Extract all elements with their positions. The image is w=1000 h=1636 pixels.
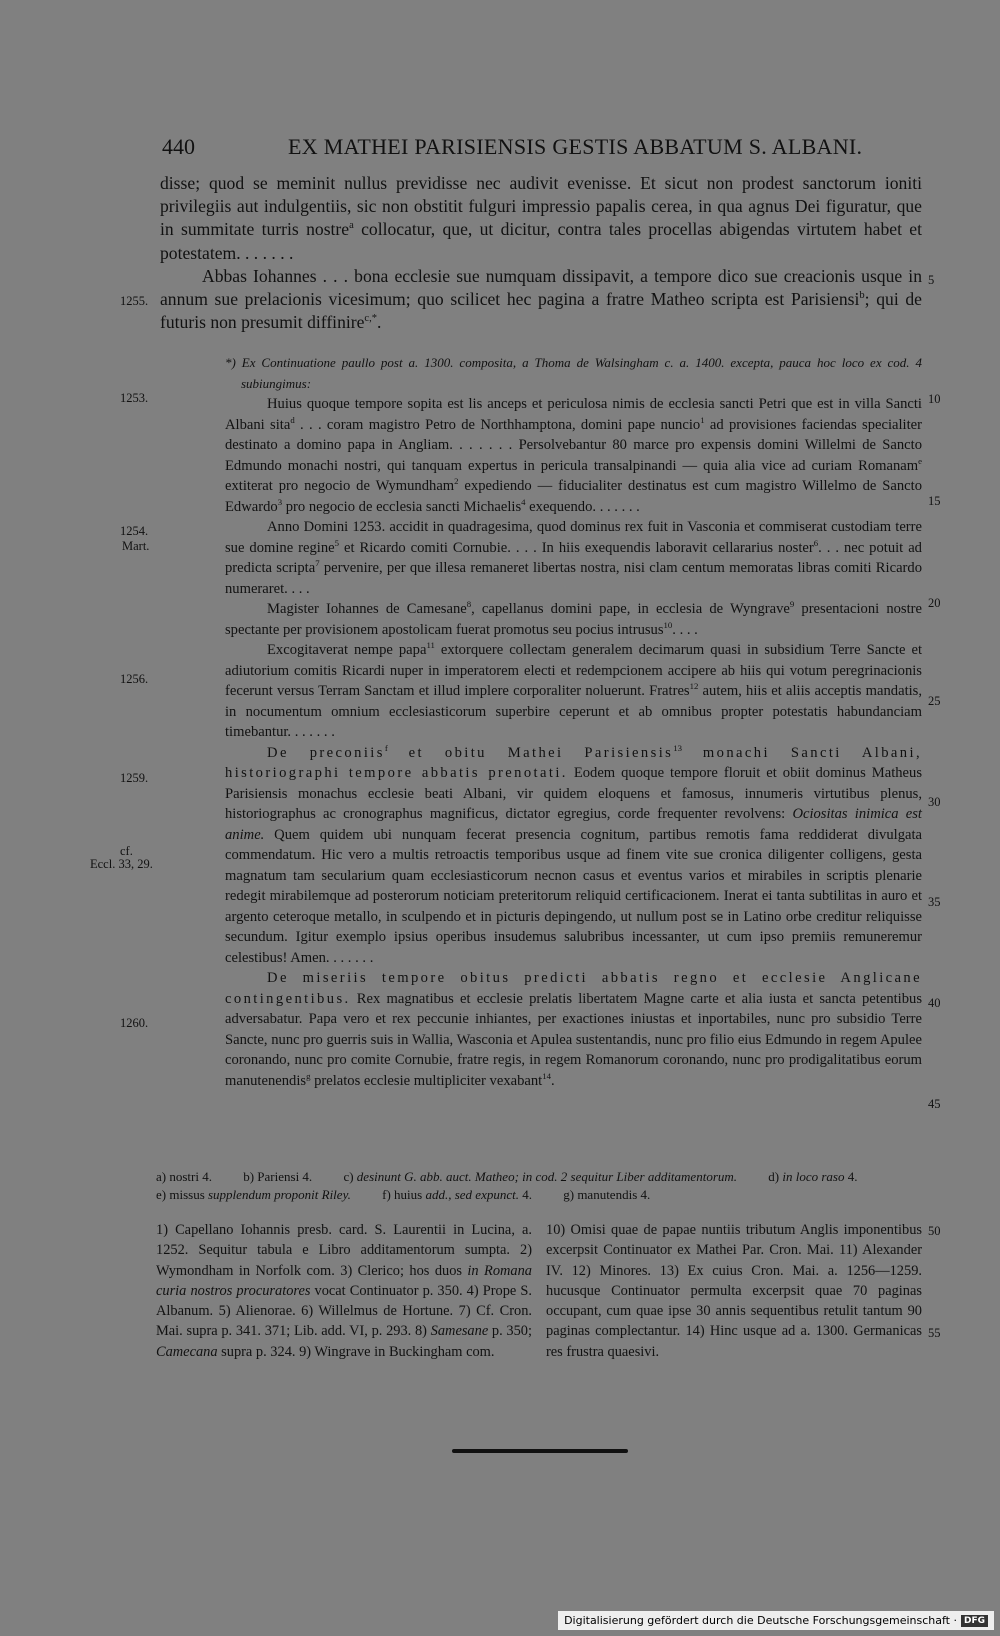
banner-text: Digitalisierung gefördert durch die Deutsche Forschungsgemeinschaft · — [564, 1614, 957, 1627]
continuation-text — [225, 353, 922, 1091]
margin-year-1260: 1260. — [120, 1016, 149, 1030]
margin-eccl-ref: Eccl. 33, 29. — [90, 857, 153, 871]
continuation-paragraph: Anno Domini 1253. accidit in quadragesima, quod dominus rex fuit in Vasconia et commiserat custodiam terre sue domine regine$^5$ et Ricardo comiti Cornubie. . . . In hiis exequendis laboravit cellararius noster$^6$. . . nec potuit ad predicta scripta$^7$ pervenire, per que illesa remaneret libertas nostra, nisi clam centum memoratas libras comiti Ricardo numeraret. . . . — [225, 519, 922, 597]
critical-apparatus — [156, 1168, 922, 1204]
line-number: 25 — [928, 694, 941, 708]
critical-note: e) missus supplendum proponit Riley. — [156, 1187, 351, 1202]
continuation-paragraph: De preconiis$^f$ et obitu Mathei Parisiensis$^{13}$ monachi Sancti Albani, historiographi tempore abbatis prenotati. Eodem quoque tempore floruit et obiit dominus Matheus Parisiensis monachus ecclesie beati Albani, vir quidem eloquens et famosus, innumeris virtutibus plenus, historiographus ac cronographus magnificus, dictator egregius, corde frequenter revolvens: Ociositas inimica est anime. Quem quidem ubi nunquam fecerat presencia cognitum, partibus remotis fama reddiderat divulgata commendatum. Hic vero a multis retroactis temporibus usque ad finem vite sue cronica diligenter colligens, gesta magnatum tam secularium quam ecclesiasticorum necnon casus et eventus varios et mirabiles in scriptis plenarie redegit mirabilemque ad posterorum noticiam preteritorum reliquid certificacionem. Inerat ei tanta subtilitas in auro et argento ceteroque metallo, in sculpendo et in picturis depingendo, ut nullum post se in Latino orbe creditur reliquisse secundum. Igitur exemplo ipsius operibus insudemus salubribus incessanter, ut cum ipso premiis remuneremur celestibus! Amen. . . . . . . — [225, 742, 923, 966]
critical-note: b) Pariensi 4. — [243, 1169, 313, 1184]
continuation-paragraph: De miseriis tempore obitus predicti abbatis regno et ecclesie Anglicane contingentibus. Rex magnatibus et ecclesie prelatis libertatem Magne carte et alia iusta et sancta petentibus adversabatur. Papa vero et rex peccunie inhiantes, per exactiones iniustas et inportabiles, nunc pro subsidio Terre Sancte, nunc pro guerris suis in Wallia, Wasconia et Apulea sustentandis, nunc pro filio eius Edmundo in regem Apulee coronando, nunc pro comite Cornubie, fratre regis, in regem Romanorum coronando, nunc pro prodigalitatibus eorum manutenendis$^g$ prelatos ecclesie multipliciter vexabant$^{14}$. — [225, 970, 922, 1089]
line-number: 5 — [928, 273, 935, 287]
main-paragraph-2: Abbas Iohannes . . . bona ecclesie sue numquam dissipavit, a tempore dico sue creacionis usque in annum sue prelacionis vicesimum; quo scilicet hec pagina a fratre Matheo scripta est Parisiensi$^b$; qui de futuris non presumit diffinire$^{c,*}$. — [160, 265, 922, 333]
line-number: 35 — [928, 895, 941, 909]
margin-year-1254: 1254. — [120, 524, 149, 538]
critical-note: f) huius add., sed expunct. 4. — [382, 1187, 532, 1202]
margin-month-mart: Mart. — [122, 539, 150, 553]
line-number: 45 — [928, 1097, 941, 1111]
footnotes-left-column: 1) Capellano Iohannis presb. card. S. Laurentii in Lucina, a. 1252. Sequitur tabula e Libro additamentorum sumpta. 2) Wymondham in Norfolk com. 3) Clerico; hos duos in Romana curia nostros procuratores vocat Continuator p. 350. 4) Prope S. Albanum. 5) Alienorae. 6) Willelmus de Hortune. 7) Cf. Cron. Mai. supra p. 341. 371; Lib. add. VI, p. 293. 8) Samesane p. 350; Camecana supra p. 324. 9) Wingrave in Buckingham com. — [156, 1222, 532, 1360]
end-rule — [452, 1449, 628, 1453]
line-number: 10 — [928, 392, 941, 406]
funding-banner — [558, 1611, 994, 1630]
margin-year-1255: 1255. — [120, 294, 149, 308]
line-number: 15 — [928, 494, 941, 508]
critical-note: d) in loco raso 4. — [768, 1169, 858, 1184]
main-paragraph-1: disse; quod se meminit nullus previdisse nec audivit evenisse. Et sicut non prodest sanctorum ioniti privilegiis aut indulgentiis, sic non obstitit fulguri impressio papalis cerea, in qua agnus Dei figuratur, que in summitate turris nostre$^a$ collocatur, que, ut dicitur, contra tales procellas abigendas virtutem habet et potestatem. . . . . . . — [160, 173, 923, 263]
footnotes-right-column: 10) Omisi quae de papae nuntiis tributum Anglis imponentibus excerpsit Continuator ex Mathei Par. Cron. Mai. 11) Alexander IV. 12) Minores. 13) Ex cuius Cron. Mai. a. 1256—1259. hucusque Continuator permulta excerpsit quae 70 paginas occupant, cum quae ipse 30 annis sequentibus retulit tantum 90 paginas complectantur. 14) Hinc usque ad a. 1300. Germanicas res frustra quaesivi. — [546, 1222, 922, 1360]
line-number: 40 — [928, 996, 941, 1010]
running-title: EX MATHEI PARISIENSIS GESTIS ABBATUM S. ALBANI. — [288, 134, 863, 159]
margin-year-1259: 1259. — [120, 771, 149, 785]
margin-year-1256: 1256. — [120, 672, 149, 686]
continuation-paragraph: Huius quoque tempore sopita est lis anceps et periculosa nimis de ecclesia sancti Petri que est in villa Sancti Albani sita$^d$ . . . coram magistro Petro de Northhamptona, domini pape nuncio$^1$ ad provisiones faciendas specialiter destinato a domino papa in Angliam. . . . . . . Persolvebantur 80 marce pro expensis domini Willelmi de Sancto Edmundo monachi nostri, qui tanquam expertus in pericula transalpinandi — quia alia vice ad curiam Romanam$^e$ extiterat pro negocio de Wymundham$^2$ expediendo — fiducialiter destinatus est cum magistro Willelmo de Sancto Edwardo$^3$ pro negocio de ecclesia sancti Michaelis$^4$ exequendo. . . . . . . — [225, 396, 923, 515]
page-number: 440 — [162, 134, 195, 159]
line-number: 50 — [928, 1224, 941, 1238]
continuation-paragraph: Magister Iohannes de Camesane$^8$, capellanus domini pape, in ecclesia de Wyngrave$^9$ presentacioni nostre spectante per provisionem apostolicam fuerat promotus seu pocius intrusus$^{10}$. . . . — [225, 599, 923, 638]
margin-cf: cf. — [120, 844, 133, 858]
margin-year-1253: 1253. — [120, 391, 149, 405]
main-text — [160, 172, 922, 334]
dfg-logo: DFG — [961, 1615, 988, 1627]
critical-note: c) desinunt G. abb. auct. Matheo; in cod. 2 sequitur Liber additamentorum. — [343, 1169, 738, 1184]
line-number: 30 — [928, 795, 941, 809]
line-number: 55 — [928, 1326, 941, 1340]
continuation-paragraph: Excogitaverat nempe papa$^{11}$ extorquere collectam generalem decimarum quasi in subsidium Terre Sancte et adiutorium comitis Ricardi nuper in imperatorem electi et redempcionem accipere ab hiis qui votum peregrinacionis fecerunt versus Terram Sanctam et illud implere corporaliter noluerunt. Fratres$^{12}$ autem, hiis et aliis acceptis mandatis, in nocumentum omnium ecclesiasticorum superbire ceperunt et ab omnibus propter potestatis habundanciam timebantur. . . . . . . — [225, 640, 923, 740]
critical-note: g) manutendis 4. — [563, 1187, 651, 1202]
continuation-intro: *) Ex Continuatione paullo post a. 1300. composita, a Thoma de Walsingham c. a. 1400. excepta, pauca hoc loco ex cod. 4 subiungimus: — [225, 355, 922, 391]
line-number: 20 — [928, 596, 941, 610]
critical-note: a) nostri 4. — [156, 1169, 212, 1184]
